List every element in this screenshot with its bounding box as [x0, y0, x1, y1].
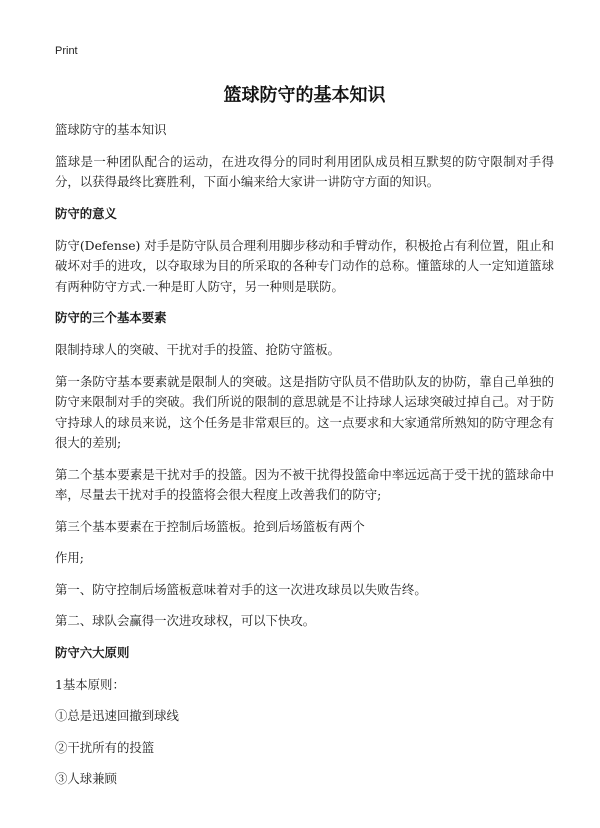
section-heading-meaning: 防守的意义: [55, 205, 117, 221]
principle-item-1: ①总是迅速回撤到球线: [55, 708, 179, 723]
effect-second-paragraph: 第二、球队会赢得一次进攻球权，可以下快攻。: [55, 613, 316, 628]
first-element-paragraph: 第一条防守基本要素就是限制人的突破。这是指防守队员不借助队友的协防，靠自己单独的防守来限制对手的突破。我们所说的限制的意思就是不让持球人运球突破过掉自己。对于防守持球人的球员来说，这个任务是非常艰巨的。这一点要求和大家通常所熟知的防守理念有很大的差别;: [55, 373, 554, 450]
third-element-paragraph: 第三个基本要素在于控制后场篮板。抢到后场篮板有两个: [55, 518, 365, 534]
effect-label: 作用;: [55, 550, 84, 565]
meaning-paragraph: 防守(Defense) 对手是防守队员合理利用脚步移动和手臂动作，积极抢占有利位置，阻止和破坏对手的进攻，以夺取球为目的所采取的各种专门动作的总称。懂篮球的人一定知道篮球有两种防守方式.一种是盯人防守，另一种则是联防。: [55, 237, 554, 294]
intro-paragraph: 篮球是一种团队配合的运动，在进攻得分的同时利用团队成员相互默契的防守限制对手得分，以获得最终比赛胜利，下面小编来给大家讲一讲防守方面的知识。: [55, 153, 554, 189]
section-heading-three-elements: 防守的三个基本要素: [55, 310, 167, 325]
principle-item-2: ②干扰所有的投篮: [55, 739, 155, 755]
print-label: Print: [55, 45, 78, 57]
section-heading-six-principles: 防守六大原则: [55, 644, 130, 660]
three-elements-summary: 限制持球人的突破、干扰对手的投篮、抢防守篮板。: [55, 342, 340, 357]
page-title: 篮球防守的基本知识: [223, 85, 386, 106]
effect-first-paragraph: 第一、防守控制后场篮板意味着对手的这一次进攻球员以失败告终。: [55, 581, 427, 597]
basic-principles-label: 1基本原则：: [55, 676, 125, 692]
second-element-paragraph: 第二个基本要素是干扰对手的投篮。因为不被干扰得投篮命中率远远高于受干扰的篮球命中率，尽量去干扰对手的投篮将会很大程度上改善我们的防守;: [55, 466, 554, 502]
principle-item-3: ③人球兼顾: [55, 771, 117, 786]
document-subtitle: 篮球防守的基本知识: [55, 122, 167, 137]
